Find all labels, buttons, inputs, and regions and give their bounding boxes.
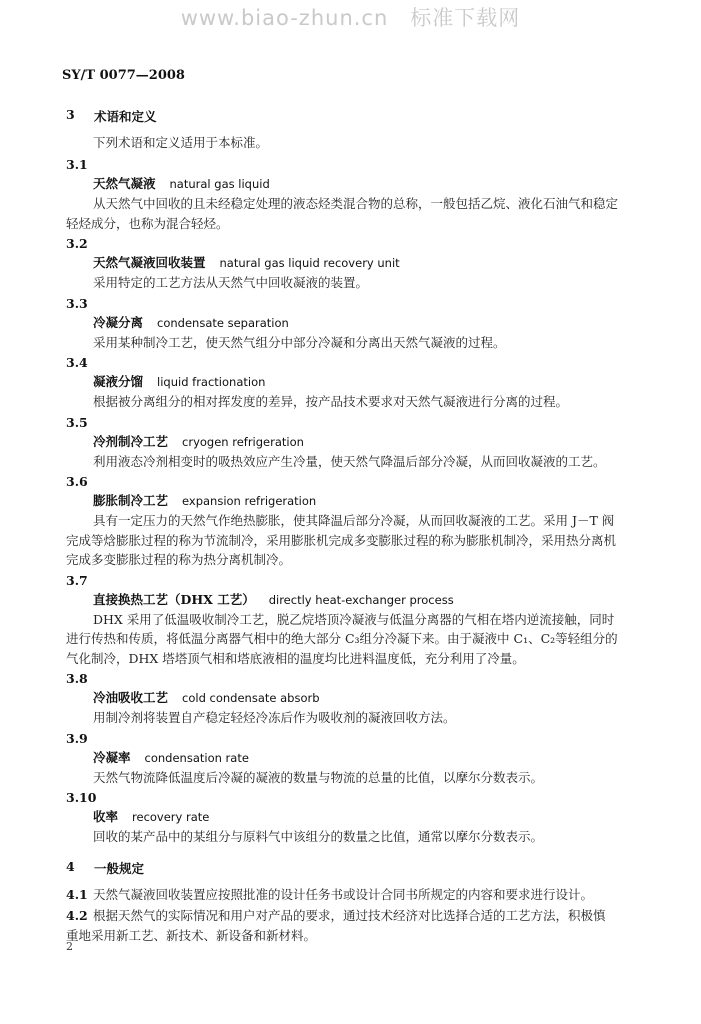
term-number: 3.4 [66, 355, 88, 370]
term-title-zh: 冷凝率 [93, 749, 131, 765]
section-title: 术语和定义 [94, 109, 157, 124]
term-title-en: condensate separation [157, 315, 289, 330]
watermark [0, 2, 701, 32]
definition-line: 进行传热和传质，将低温分离器气相中的绝大部分 C₃组分冷凝下来。由于凝液中 C₁、C₂等轻组分的 [66, 631, 618, 646]
term-title [0, 491, 701, 511]
definition-line: 具有一定压力的天然气作绝热膨胀，使其降温后部分冷凝，从而回收凝液的工艺。采用 J－T 阀 [93, 513, 615, 528]
watermark-domain: www.biao-zhun.cn [180, 6, 389, 30]
term-entry [0, 571, 701, 669]
section-number: 3 [66, 107, 75, 122]
term-title-en: condensation rate [144, 750, 249, 765]
definition-line: 天然气物流降低温度后冷凝的凝液的数量与物流的总量的比值，以摩尔分数表示。 [93, 769, 544, 785]
term-definition [0, 768, 701, 788]
definition-line: 用制冷剂将装置自产稳定轻烃冷冻后作为吸收剂的凝液回收方法。 [93, 710, 456, 725]
clause-line: 重地采用新工艺、新技术、新设备和新材料。 [66, 927, 317, 943]
definition-line: 完成等焓膨胀过程的称为节流制冷，采用膨胀机完成多变膨胀过程的称为膨胀机制冷，采用热分离机 [66, 532, 617, 548]
term-entry [0, 472, 701, 570]
definition-line: 完成多变膨胀过程的称为热分离机制冷。 [66, 552, 292, 567]
terms-list [0, 155, 701, 847]
term-number: 3.2 [66, 236, 88, 251]
term-title-zh: 收率 [93, 809, 119, 824]
term-number: 3.10 [66, 790, 97, 805]
term-definition [0, 273, 701, 293]
term-title [0, 313, 701, 333]
section-number: 4 [66, 858, 75, 874]
term-definition [0, 194, 701, 233]
term-title [0, 807, 701, 827]
term-title [0, 432, 701, 452]
term-number: 3.9 [66, 730, 88, 746]
term-title-zh: 天然气凝液 [93, 176, 156, 191]
term-definition [0, 610, 701, 669]
term-title-zh: 冷油吸收工艺 [93, 690, 169, 705]
term-definition [0, 511, 701, 570]
term-title-en: natural gas liquid recovery unit [219, 256, 400, 270]
section-4-heading [0, 859, 701, 883]
term-title-en: directly heat-exchanger process [268, 592, 454, 607]
term-entry [0, 353, 701, 412]
term-title-zh: 膨胀制冷工艺 [93, 493, 169, 508]
clause-number: 4.2 [66, 908, 88, 923]
definition-line: 回收的某产品中的某组分与原料气中该组分的数量之比值，通常以摩尔分数表示。 [93, 829, 544, 844]
term-number: 3.1 [66, 157, 88, 172]
definition-line: 根据被分离组分的相对挥发度的差异，按产品技术要求对天然气凝液进行分离的过程。 [93, 394, 569, 409]
term-title-en: cryogen refrigeration [182, 434, 304, 449]
term-definition [0, 333, 701, 353]
term-definition [0, 708, 701, 728]
term-title-zh: 直接换热工艺（DHX 工艺） [93, 591, 255, 607]
term-entry [0, 729, 701, 788]
definition-line: DHX 采用了低温吸收制冷工艺，脱乙烷塔顶冷凝液与低温分离器的气相在塔内逆流接触，同时 [93, 611, 615, 627]
term-title-en: cold condensate absorb [182, 691, 320, 705]
section-intro: 下列术语和定义适用于本标准。 [93, 135, 269, 150]
clause [0, 885, 701, 905]
term-entry [0, 294, 701, 353]
term-title-zh: 凝液分馏 [93, 374, 144, 389]
definition-line: 采用特定的工艺方法从天然气中回收凝液的装置。 [93, 275, 369, 290]
section-title: 一般规定 [94, 860, 145, 876]
term-title [0, 688, 701, 708]
page-number: 2 [66, 940, 73, 953]
definition-line: 气化制冷，DHX 塔塔顶气相和塔底液相的温度均比进料温度低，充分利用了冷量。 [66, 650, 525, 666]
clauses-list [0, 885, 701, 946]
term-title [0, 748, 701, 768]
term-entry [0, 788, 701, 847]
term-number: 3.3 [66, 295, 88, 311]
clause-line: 天然气凝液回收装置应按照批准的设计任务书或设计合同书所规定的内容和要求进行设计。 [93, 886, 594, 902]
term-title [0, 590, 701, 610]
term-number: 3.6 [66, 474, 88, 489]
term-entry [0, 155, 701, 233]
term-title [0, 253, 701, 273]
watermark-site: 标准下载网 [410, 6, 521, 30]
definition-line: 从天然气中回收的且未经稳定处理的液态烃类混合物的总称，一般包括乙烷、液化石油气和稳定 [93, 196, 619, 211]
term-number: 3.5 [66, 414, 88, 430]
term-title-en: recovery rate [132, 810, 210, 824]
page-content [0, 107, 701, 945]
clause [0, 906, 701, 945]
term-title-zh: 冷凝分离 [93, 314, 144, 330]
term-number: 3.8 [66, 671, 88, 686]
definition-line: 利用液态冷剂相变时的吸热效应产生冷量，使天然气降温后部分冷凝，从而回收凝液的工艺。 [93, 453, 606, 469]
term-number: 3.7 [66, 572, 88, 588]
clause-number: 4.1 [66, 886, 88, 902]
definition-line: 采用某种制冷工艺，使天然气组分中部分冷凝和分离出天然气凝液的过程。 [93, 334, 506, 350]
term-title-zh: 天然气凝液回收装置 [93, 255, 206, 270]
term-definition [0, 452, 701, 472]
term-entry [0, 669, 701, 728]
term-definition [0, 392, 701, 412]
term-entry [0, 413, 701, 472]
term-title-en: expansion refrigeration [182, 494, 317, 508]
document-code: SY/T 0077—2008 [62, 68, 185, 83]
term-title [0, 174, 701, 194]
term-title [0, 372, 701, 392]
definition-line: 轻烃成分，也称为混合轻烃。 [66, 215, 229, 231]
term-title-en: natural gas liquid [169, 177, 270, 191]
term-title-zh: 冷剂制冷工艺 [93, 433, 169, 449]
term-title-en: liquid fractionation [157, 375, 266, 389]
section-3-heading [0, 107, 701, 129]
term-entry [0, 234, 701, 293]
term-definition [0, 827, 701, 847]
clause-line: 根据天然气的实际情况和用户对产品的要求，通过技术经济对比选择合适的工艺方法，积极慎 [93, 908, 606, 923]
